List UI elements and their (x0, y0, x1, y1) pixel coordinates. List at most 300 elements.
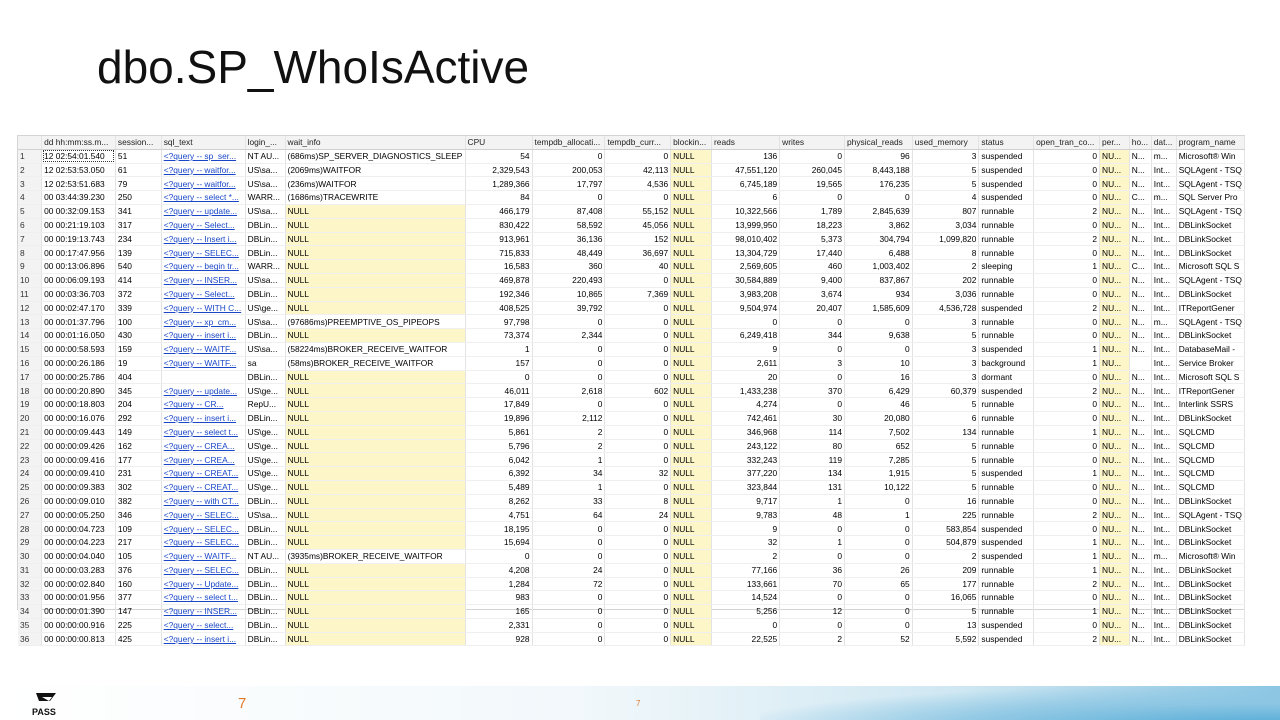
column-header[interactable]: per... (1100, 136, 1130, 149)
table-cell[interactable]: 360 (532, 260, 605, 274)
table-cell[interactable]: runnable (979, 398, 1034, 412)
table-cell[interactable]: Int... (1151, 522, 1176, 536)
table-row[interactable] (18, 411, 1245, 425)
table-cell[interactable]: 160 (115, 577, 161, 591)
table-cell[interactable]: Int... (1151, 439, 1176, 453)
table-cell[interactable]: 2 (1034, 384, 1100, 398)
table-cell[interactable]: Int... (1151, 329, 1176, 343)
table-cell[interactable]: 0 (1034, 618, 1100, 632)
table-row[interactable] (18, 453, 1245, 467)
table-cell[interactable]: 00 00:00:16.076 (42, 411, 116, 425)
table-row[interactable] (18, 398, 1245, 412)
table-cell[interactable]: 414 (115, 273, 161, 287)
table-cell[interactable]: 0 (605, 522, 671, 536)
table-cell[interactable]: DBLin... (245, 329, 285, 343)
table-cell[interactable]: 0 (845, 191, 913, 205)
table-cell[interactable]: 0 (1034, 149, 1100, 163)
table-cell[interactable]: 934 (845, 287, 913, 301)
table-cell[interactable]: N... (1129, 204, 1151, 218)
table-cell[interactable]: 24 (532, 563, 605, 577)
table-cell[interactable]: NULL (671, 191, 712, 205)
table-cell[interactable]: 12 02:53:51.683 (42, 177, 116, 191)
table-cell[interactable]: 204 (115, 398, 161, 412)
table-cell[interactable]: SQLCMD (1176, 439, 1244, 453)
table-cell[interactable]: NULL (671, 246, 712, 260)
table-cell[interactable]: runnable (979, 480, 1034, 494)
table-cell[interactable]: Int... (1151, 591, 1176, 605)
table-cell[interactable]: 105 (115, 549, 161, 563)
table-cell[interactable]: 0 (1034, 398, 1100, 412)
table-row[interactable] (18, 536, 1245, 550)
table-cell[interactable]: Int... (1151, 204, 1176, 218)
table-row[interactable] (18, 618, 1245, 632)
table-cell[interactable]: ITReportGener (1176, 384, 1244, 398)
table-cell[interactable]: 425 (115, 632, 161, 646)
table-cell[interactable]: NULL (285, 494, 465, 508)
table-row[interactable] (18, 508, 1245, 522)
table-cell[interactable]: 0 (1034, 287, 1100, 301)
table-row[interactable] (18, 232, 1245, 246)
table-cell[interactable]: 10,322,566 (712, 204, 780, 218)
table-cell[interactable]: sleeping (979, 260, 1034, 274)
table-cell[interactable]: NULL (285, 508, 465, 522)
table-cell[interactable]: NULL (671, 204, 712, 218)
sql-text-link[interactable]: <?query -- CREAT... (161, 467, 245, 481)
table-cell[interactable]: N... (1129, 177, 1151, 191)
table-cell[interactable]: Int... (1151, 384, 1176, 398)
row-number[interactable]: 33 (18, 591, 42, 605)
table-cell[interactable]: 00 00:01:37.796 (42, 315, 116, 329)
table-cell[interactable]: 00 00:00:09.443 (42, 425, 116, 439)
table-cell[interactable]: Int... (1151, 163, 1176, 177)
table-cell[interactable]: 48,449 (532, 246, 605, 260)
table-cell[interactable]: 209 (912, 563, 979, 577)
sql-text-link[interactable]: <?query -- INSER... (161, 605, 245, 619)
row-number[interactable]: 11 (18, 287, 42, 301)
table-cell[interactable]: 3,983,208 (712, 287, 780, 301)
table-cell[interactable]: Int... (1151, 370, 1176, 384)
table-cell[interactable]: NULL (285, 439, 465, 453)
table-cell[interactable]: 0 (605, 411, 671, 425)
table-cell[interactable]: SQLAgent - TSQ (1176, 273, 1244, 287)
table-cell[interactable]: 0 (1034, 329, 1100, 343)
table-cell[interactable]: 32 (712, 536, 780, 550)
table-cell[interactable]: 32 (605, 467, 671, 481)
table-cell[interactable]: Interlink SSRS (1176, 398, 1244, 412)
table-cell[interactable]: (2069ms)WAITFOR (285, 163, 465, 177)
table-cell[interactable]: DBLinkSocket (1176, 218, 1244, 232)
table-cell[interactable]: 100 (115, 315, 161, 329)
table-cell[interactable]: NU... (1100, 467, 1130, 481)
row-number[interactable]: 4 (18, 191, 42, 205)
row-number[interactable]: 8 (18, 246, 42, 260)
table-cell[interactable]: NULL (671, 287, 712, 301)
table-cell[interactable]: 79 (115, 177, 161, 191)
table-cell[interactable]: WARR... (245, 260, 285, 274)
table-cell[interactable]: DBLinkSocket (1176, 494, 1244, 508)
sql-text-link[interactable]: <?query -- WAITF... (161, 356, 245, 370)
table-cell[interactable]: Int... (1151, 618, 1176, 632)
table-cell[interactable]: 302 (115, 480, 161, 494)
row-number-header[interactable] (18, 136, 42, 149)
table-cell[interactable]: NULL (671, 605, 712, 619)
row-number[interactable]: 34 (18, 605, 42, 619)
sql-text-link[interactable]: <?query -- update... (161, 384, 245, 398)
row-number[interactable]: 5 (18, 204, 42, 218)
table-cell[interactable]: 52 (845, 632, 913, 646)
row-number[interactable]: 21 (18, 425, 42, 439)
table-cell[interactable]: 00 00:00:01.956 (42, 591, 116, 605)
table-cell[interactable]: 00 00:13:06.896 (42, 260, 116, 274)
table-cell[interactable]: ITReportGener (1176, 301, 1244, 315)
row-number[interactable]: 14 (18, 329, 42, 343)
table-cell[interactable]: 1 (1034, 605, 1100, 619)
table-cell[interactable]: NULL (285, 329, 465, 343)
table-cell[interactable]: 10,865 (532, 287, 605, 301)
table-cell[interactable]: N... (1129, 163, 1151, 177)
table-cell[interactable]: 5,256 (712, 605, 780, 619)
table-cell[interactable]: NULL (671, 232, 712, 246)
table-cell[interactable]: NU... (1100, 480, 1130, 494)
table-row[interactable] (18, 204, 1245, 218)
table-cell[interactable]: NULL (671, 342, 712, 356)
table-cell[interactable]: 928 (465, 632, 532, 646)
table-cell[interactable]: 243,122 (712, 439, 780, 453)
table-cell[interactable]: DBLinkSocket (1176, 536, 1244, 550)
table-cell[interactable]: NULL (285, 246, 465, 260)
table-cell[interactable]: 408,525 (465, 301, 532, 315)
table-cell[interactable]: 742,461 (712, 411, 780, 425)
table-cell[interactable]: 0 (780, 522, 845, 536)
table-cell[interactable]: NU... (1100, 536, 1130, 550)
table-cell[interactable]: 0 (605, 301, 671, 315)
table-cell[interactable]: 2,344 (532, 329, 605, 343)
row-number[interactable]: 7 (18, 232, 42, 246)
table-cell[interactable]: Microsoft® Win (1176, 549, 1244, 563)
table-cell[interactable]: 1 (1034, 467, 1100, 481)
table-cell[interactable]: runnable (979, 287, 1034, 301)
table-cell[interactable]: 8,443,188 (845, 163, 913, 177)
table-cell[interactable]: DBLin... (245, 287, 285, 301)
table-cell[interactable]: 5,489 (465, 480, 532, 494)
table-cell[interactable]: Microsoft SQL S (1176, 370, 1244, 384)
table-cell[interactable]: N... (1129, 494, 1151, 508)
table-cell[interactable]: 345 (115, 384, 161, 398)
table-cell[interactable]: 377,220 (712, 467, 780, 481)
table-cell[interactable]: 10 (845, 356, 913, 370)
table-cell[interactable]: 260,045 (780, 163, 845, 177)
table-cell[interactable]: N... (1129, 287, 1151, 301)
row-number[interactable]: 12 (18, 301, 42, 315)
table-cell[interactable]: 0 (532, 149, 605, 163)
sql-text-link[interactable]: <?query -- insert i... (161, 411, 245, 425)
table-cell[interactable]: 2 (532, 439, 605, 453)
row-number[interactable]: 23 (18, 453, 42, 467)
table-cell[interactable]: NU... (1100, 204, 1130, 218)
table-cell[interactable]: NULL (671, 536, 712, 550)
table-cell[interactable]: 583,854 (912, 522, 979, 536)
table-cell[interactable]: 70 (780, 577, 845, 591)
table-cell[interactable]: 6,392 (465, 467, 532, 481)
table-cell[interactable]: DBLinkSocket (1176, 287, 1244, 301)
table-cell[interactable]: 96 (845, 149, 913, 163)
row-number[interactable]: 15 (18, 342, 42, 356)
table-cell[interactable]: runnable (979, 577, 1034, 591)
sql-text-link[interactable]: <?query -- SELEC... (161, 522, 245, 536)
table-cell[interactable]: 0 (780, 315, 845, 329)
table-cell[interactable]: 00 00:00:26.186 (42, 356, 116, 370)
row-number[interactable]: 20 (18, 411, 42, 425)
table-cell[interactable]: 9,400 (780, 273, 845, 287)
table-cell[interactable]: 715,833 (465, 246, 532, 260)
table-cell[interactable]: (1686ms)TRACEWRITE (285, 191, 465, 205)
table-cell[interactable]: N... (1129, 591, 1151, 605)
table-cell[interactable]: 0 (1034, 315, 1100, 329)
table-cell[interactable]: 0 (1034, 273, 1100, 287)
table-cell[interactable]: DBLin... (245, 536, 285, 550)
sql-text-link[interactable]: <?query -- Select... (161, 218, 245, 232)
table-cell[interactable]: DBLin... (245, 411, 285, 425)
table-cell[interactable]: NULL (671, 315, 712, 329)
table-cell[interactable]: 00 00:00:00.813 (42, 632, 116, 646)
table-cell[interactable]: DBLin... (245, 246, 285, 260)
table-row[interactable] (18, 315, 1245, 329)
table-cell[interactable]: 30,584,889 (712, 273, 780, 287)
table-cell[interactable]: NU... (1100, 618, 1130, 632)
table-cell[interactable]: 3 (780, 356, 845, 370)
table-cell[interactable]: 00 00:00:01.390 (42, 605, 116, 619)
table-cell[interactable]: 0 (605, 356, 671, 370)
table-cell[interactable]: 202 (912, 273, 979, 287)
table-cell[interactable]: 00 00:32:09.153 (42, 204, 116, 218)
table-cell[interactable]: 323,844 (712, 480, 780, 494)
table-cell[interactable]: 00 00:00:20.890 (42, 384, 116, 398)
table-cell[interactable]: 1,284 (465, 577, 532, 591)
table-cell[interactable]: 0 (605, 577, 671, 591)
table-cell[interactable]: 466,179 (465, 204, 532, 218)
table-cell[interactable]: NULL (285, 411, 465, 425)
sql-text-link[interactable]: <?query -- WITH C... (161, 301, 245, 315)
table-cell[interactable]: NULL (285, 384, 465, 398)
table-cell[interactable]: 5 (912, 177, 979, 191)
table-cell[interactable]: 0 (845, 494, 913, 508)
table-cell[interactable]: 14,524 (712, 591, 780, 605)
table-cell[interactable]: 0 (605, 453, 671, 467)
table-cell[interactable]: NULL (671, 563, 712, 577)
table-cell[interactable]: 341 (115, 204, 161, 218)
table-cell[interactable]: suspended (979, 522, 1034, 536)
table-cell[interactable]: US\sa... (245, 273, 285, 287)
table-cell[interactable]: 00 00:01:16.050 (42, 329, 116, 343)
table-row[interactable] (18, 246, 1245, 260)
table-cell[interactable]: m... (1151, 315, 1176, 329)
table-cell[interactable]: 20,407 (780, 301, 845, 315)
table-cell[interactable]: 0 (780, 191, 845, 205)
table-cell[interactable]: NULL (285, 425, 465, 439)
table-row[interactable] (18, 384, 1245, 398)
table-cell[interactable]: 00 00:00:58.593 (42, 342, 116, 356)
table-cell[interactable]: 983 (465, 591, 532, 605)
table-cell[interactable]: NULL (285, 273, 465, 287)
table-cell[interactable]: 0 (1034, 246, 1100, 260)
table-cell[interactable]: NU... (1100, 549, 1130, 563)
table-cell[interactable]: 00 00:00:18.803 (42, 398, 116, 412)
table-cell[interactable]: 6,488 (845, 246, 913, 260)
table-cell[interactable]: 00 00:21:19.103 (42, 218, 116, 232)
table-cell[interactable]: 5 (912, 398, 979, 412)
table-cell[interactable]: NU... (1100, 522, 1130, 536)
table-cell[interactable]: runnable (979, 204, 1034, 218)
table-cell[interactable]: suspended (979, 163, 1034, 177)
table-cell[interactable]: 16 (912, 494, 979, 508)
table-cell[interactable]: suspended (979, 549, 1034, 563)
table-cell[interactable]: DBLinkSocket (1176, 591, 1244, 605)
table-cell[interactable]: 80 (780, 439, 845, 453)
table-cell[interactable]: NULL (671, 632, 712, 646)
table-cell[interactable]: 177 (912, 577, 979, 591)
table-cell[interactable]: NU... (1100, 246, 1130, 260)
sql-text-link[interactable]: <?query -- select *... (161, 191, 245, 205)
table-cell[interactable]: N... (1129, 549, 1151, 563)
table-cell[interactable]: 8,262 (465, 494, 532, 508)
table-cell[interactable]: N... (1129, 398, 1151, 412)
row-number[interactable]: 27 (18, 508, 42, 522)
table-cell[interactable]: 4 (912, 191, 979, 205)
row-number[interactable]: 31 (18, 563, 42, 577)
column-header[interactable]: sql_text (161, 136, 245, 149)
table-cell[interactable]: 3 (912, 370, 979, 384)
table-cell[interactable]: 4,536,728 (912, 301, 979, 315)
table-cell[interactable]: 36 (780, 563, 845, 577)
table-cell[interactable]: NULL (671, 177, 712, 191)
table-cell[interactable]: NULL (671, 522, 712, 536)
table-cell[interactable]: 0 (532, 398, 605, 412)
sql-text-link[interactable]: <?query -- select t... (161, 591, 245, 605)
table-cell[interactable]: 00 00:00:04.040 (42, 549, 116, 563)
table-cell[interactable]: 00 00:00:09.416 (42, 453, 116, 467)
table-cell[interactable]: 20,080 (845, 411, 913, 425)
table-cell[interactable]: DBLin... (245, 563, 285, 577)
table-cell[interactable]: NU... (1100, 315, 1130, 329)
table-cell[interactable]: (3935ms)BROKER_RECEIVE_WAITFOR (285, 549, 465, 563)
table-cell[interactable]: 17,440 (780, 246, 845, 260)
table-cell[interactable]: DBLinkSocket (1176, 246, 1244, 260)
table-cell[interactable]: 55,152 (605, 204, 671, 218)
table-cell[interactable]: 1,289,366 (465, 177, 532, 191)
row-number[interactable]: 36 (18, 632, 42, 646)
table-cell[interactable]: DBLin... (245, 618, 285, 632)
table-cell[interactable]: 1,003,402 (845, 260, 913, 274)
table-cell[interactable]: 0 (1034, 177, 1100, 191)
table-cell[interactable]: 404 (115, 370, 161, 384)
sql-text-link[interactable]: <?query -- INSER... (161, 273, 245, 287)
table-cell[interactable]: 0 (532, 191, 605, 205)
table-cell[interactable]: 1 (845, 508, 913, 522)
table-cell[interactable]: 45,056 (605, 218, 671, 232)
table-cell[interactable]: 47,551,120 (712, 163, 780, 177)
table-cell[interactable]: m... (1151, 191, 1176, 205)
table-cell[interactable]: 134 (912, 425, 979, 439)
table-cell[interactable]: 72 (532, 577, 605, 591)
table-row[interactable] (18, 439, 1245, 453)
sql-text-link[interactable]: <?query -- WAITF... (161, 342, 245, 356)
table-cell[interactable]: 98,010,402 (712, 232, 780, 246)
table-cell[interactable]: 0 (845, 591, 913, 605)
table-cell[interactable]: 0 (605, 536, 671, 550)
table-cell[interactable]: 26 (845, 563, 913, 577)
table-cell[interactable]: 3 (912, 356, 979, 370)
table-cell[interactable]: NU... (1100, 356, 1130, 370)
table-row[interactable] (18, 260, 1245, 274)
table-cell[interactable]: 00 03:44:39.230 (42, 191, 116, 205)
row-number[interactable]: 6 (18, 218, 42, 232)
table-cell[interactable]: 913,961 (465, 232, 532, 246)
table-cell[interactable]: 344 (780, 329, 845, 343)
table-cell[interactable]: DBLinkSocket (1176, 618, 1244, 632)
table-cell[interactable]: 0 (532, 591, 605, 605)
table-row[interactable] (18, 177, 1245, 191)
table-cell[interactable]: NU... (1100, 232, 1130, 246)
table-cell[interactable]: 2 (532, 425, 605, 439)
table-cell[interactable]: NU... (1100, 605, 1130, 619)
table-cell[interactable]: 3 (912, 149, 979, 163)
column-header[interactable]: CPU (465, 136, 532, 149)
table-cell[interactable]: NULL (285, 370, 465, 384)
table-cell[interactable]: 220,493 (532, 273, 605, 287)
table-cell[interactable]: NULL (671, 480, 712, 494)
sql-text-link[interactable]: <?query -- xp_cm... (161, 315, 245, 329)
table-cell[interactable]: m... (1151, 149, 1176, 163)
table-cell[interactable]: 0 (605, 618, 671, 632)
table-cell[interactable]: 0 (605, 370, 671, 384)
table-cell[interactable]: 0 (1034, 370, 1100, 384)
table-cell[interactable]: 469,878 (465, 273, 532, 287)
row-number[interactable]: 35 (18, 618, 42, 632)
table-cell[interactable]: 87,408 (532, 204, 605, 218)
table-cell[interactable]: sa (245, 356, 285, 370)
table-cell[interactable]: Int... (1151, 577, 1176, 591)
table-cell[interactable]: 0 (532, 549, 605, 563)
table-cell[interactable]: 48 (780, 508, 845, 522)
table-cell[interactable]: N... (1129, 301, 1151, 315)
table-cell[interactable]: 1,433,238 (712, 384, 780, 398)
table-cell[interactable]: 3 (912, 315, 979, 329)
table-cell[interactable]: US\ge... (245, 453, 285, 467)
row-number[interactable]: 13 (18, 315, 42, 329)
table-cell[interactable]: US\ge... (245, 439, 285, 453)
sql-text-link[interactable]: <?query -- Update... (161, 577, 245, 591)
table-cell[interactable]: 2 (780, 632, 845, 646)
table-cell[interactable]: NULL (671, 618, 712, 632)
row-number[interactable]: 32 (18, 577, 42, 591)
sql-text-link[interactable]: <?query -- Insert i... (161, 232, 245, 246)
table-cell[interactable]: 114 (780, 425, 845, 439)
table-cell[interactable]: 139 (115, 246, 161, 260)
table-cell[interactable]: 0 (845, 522, 913, 536)
table-cell[interactable]: 61 (115, 163, 161, 177)
table-cell[interactable]: suspended (979, 536, 1034, 550)
table-cell[interactable]: US\ge... (245, 480, 285, 494)
table-cell[interactable]: DBLinkSocket (1176, 329, 1244, 343)
table-cell[interactable]: NULL (671, 273, 712, 287)
row-number[interactable]: 30 (18, 549, 42, 563)
table-cell[interactable]: DBLinkSocket (1176, 411, 1244, 425)
sql-text-link[interactable]: <?query -- WAITF... (161, 549, 245, 563)
table-cell[interactable]: DBLin... (245, 218, 285, 232)
table-cell[interactable]: 00 00:03:36.703 (42, 287, 116, 301)
table-cell[interactable]: 6,042 (465, 453, 532, 467)
table-cell[interactable]: Int... (1151, 177, 1176, 191)
